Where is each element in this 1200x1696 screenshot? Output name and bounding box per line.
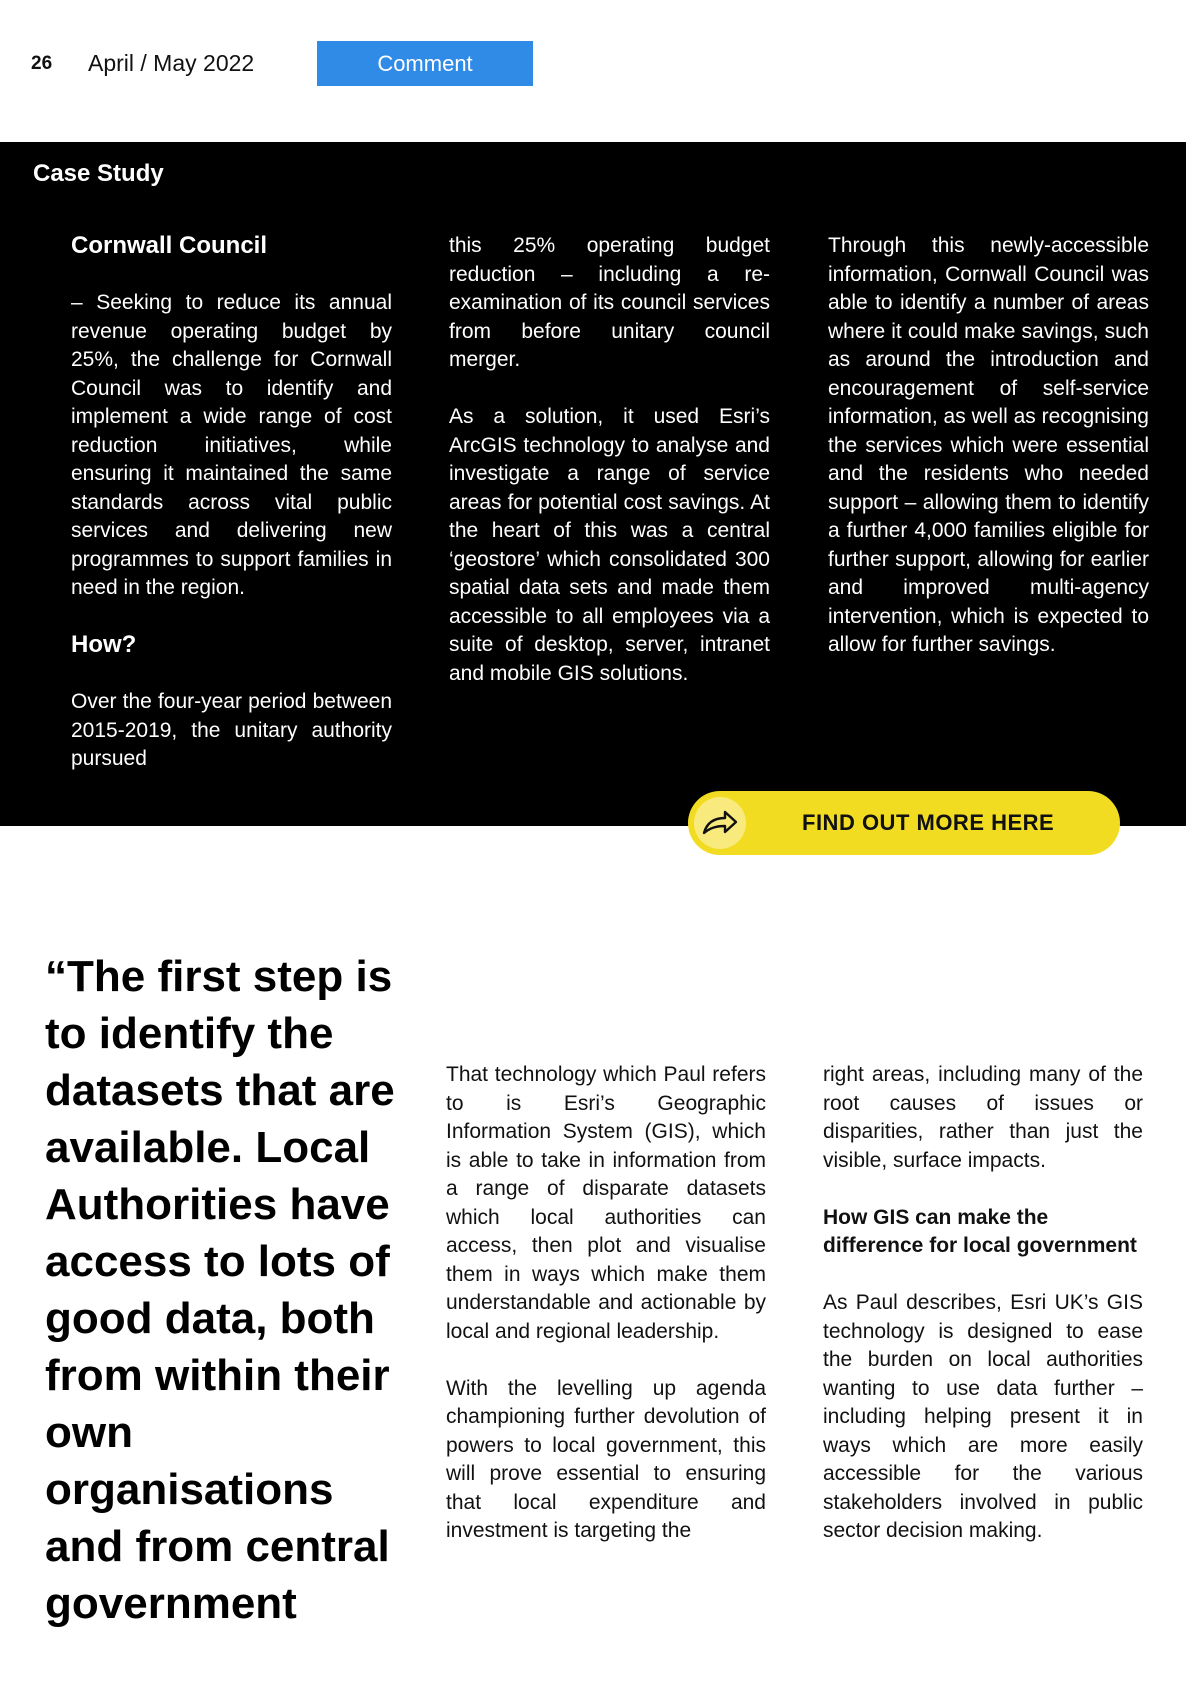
- share-arrow-icon: [694, 797, 746, 849]
- body-column-2: [823, 1061, 1143, 1574]
- case-study-heading: Cornwall Council: [71, 232, 268, 259]
- issue-date: April / May 2022: [88, 50, 255, 76]
- case-study-paragraph: Over the four-year period between 2015-2019, the unitary authority pursued: [71, 690, 392, 770]
- case-study-panel: [0, 142, 1186, 826]
- page-number: 26: [31, 53, 53, 74]
- section-tag: Comment: [317, 41, 533, 86]
- case-study-paragraph: As a solution, it used Esri’s ArcGIS technology to analyse and investigate a range of service areas for potential cost savings. At the heart of this was a central ‘geostore’ which consolidated 300 spatial data sets and made them accessible to all employees via a suite of desktop, server, intranet and mobile GIS solutions.: [449, 405, 770, 685]
- find-out-more-label: FIND OUT MORE HERE: [802, 810, 1055, 835]
- body-column-1: [446, 1061, 766, 1574]
- case-study-column-2: [449, 232, 770, 717]
- body-paragraph: That technology which Paul refers to is Esri’s Geographic Information System (GIS), which is able to take in information from a range of disparate datasets which local authorities can access, then plot and visualise them in ways which make them understandable and actionable by local and regional leadership.: [446, 1063, 766, 1343]
- body-paragraph: right areas, including many of the root causes of issues or disparities, rather than just the visible, surface impacts.: [823, 1063, 1143, 1172]
- case-study-column-1: [71, 232, 392, 802]
- body-subheading: How GIS can make the difference for local government: [823, 1205, 1137, 1257]
- case-study-subheading: How?: [71, 631, 137, 658]
- body-paragraph: As Paul describes, Esri UK’s GIS technology is designed to ease the burden on local authorities wanting to use data further – including helping present it in ways which are more easily accessible for the various stakeholders involved in public sector decision making.: [823, 1291, 1143, 1542]
- case-study-column-3: [828, 232, 1149, 688]
- case-study-intro: – Seeking to reduce its annual revenue operating budget by 25%, the challenge for Cornwall Council was to identify and implement a wide range of cost reduction initiatives, while ensuring it maintained the same standards across vital public services and delivering new programmes to support families in need in the region.: [71, 291, 392, 599]
- body-paragraph: With the levelling up agenda championing further devolution of powers to local government, this will prove essential to ensuring that local expenditure and investment is targeting the: [446, 1376, 766, 1542]
- find-out-more-button[interactable]: [688, 791, 1120, 855]
- pull-quote: “The first step is to identify the datasets that are available. Local Authorities have access to lots of good data, both from within their own organisations and from central government: [45, 952, 395, 1628]
- case-study-paragraph: Through this newly-accessible information, Cornwall Council was able to identify a number of areas where it could make savings, such as around the introduction and encouragement of self-service information, as well as recognising the services which were essential and the residents who needed support – allowing them to identify a further 4,000 families eligible for further support, allowing for earlier and improved multi-agency intervention, which is expected to allow for further savings.: [828, 234, 1149, 656]
- case-study-paragraph: this 25% operating budget reduction – including a re-examination of its council services from before unitary council merger.: [449, 234, 770, 371]
- case-study-label: Case Study: [33, 160, 164, 187]
